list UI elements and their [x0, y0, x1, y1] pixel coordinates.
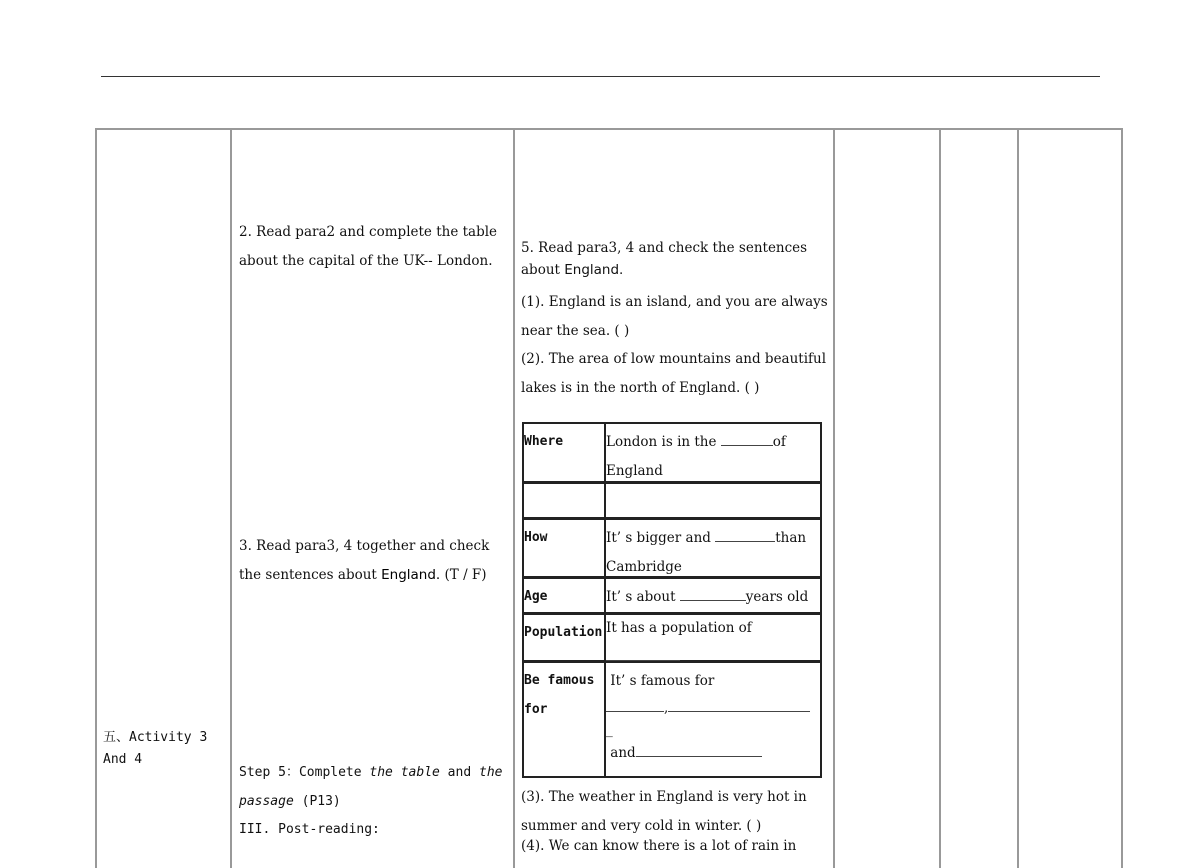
value-how-than: than: [775, 530, 807, 546]
task-5-line2: [521, 259, 807, 281]
statement-1-line2: near the sea. ( ): [521, 322, 630, 339]
value-how: [606, 524, 806, 581]
task-2: [239, 218, 497, 275]
value-population: [606, 614, 752, 671]
statement-1-line1: (1). England is an island, and you are always: [521, 294, 828, 310]
task-3: [239, 532, 489, 589]
step-5-line1: [239, 759, 502, 788]
value-population-text: It has a population of: [606, 620, 752, 636]
statement-2-line2: lakes is in the north of England. ( ): [521, 379, 760, 396]
col-border-4: [939, 128, 941, 868]
statement-2: [521, 345, 826, 402]
value-where-of: of: [772, 434, 786, 450]
statement-3-line1: (3). The weather in England is very hot in: [521, 789, 807, 805]
header-population: Population: [524, 625, 603, 640]
statement-4: [521, 832, 796, 861]
header-age: Age: [524, 589, 548, 604]
blank-famous-3: [636, 744, 762, 757]
task-2-line2: about the capital of the UK-- London.: [239, 252, 493, 269]
step-5-text: Step 5：Complete: [239, 765, 370, 780]
blank-how: [715, 529, 775, 542]
header-where: Where: [524, 434, 564, 449]
task-3-line2: [239, 561, 489, 590]
value-where-england: England: [606, 462, 663, 479]
col-border-0: [95, 128, 97, 868]
step-5-table: the table: [369, 765, 440, 780]
post-reading-heading: III. Post-reading:: [239, 822, 380, 837]
value-where-text: London is in the: [606, 434, 721, 450]
task-5-about: about: [521, 262, 565, 278]
activity-label-line2: And 4: [103, 752, 143, 767]
header-how: How: [524, 530, 548, 545]
statement-2-line1: (2). The area of low mountains and beautiful: [521, 351, 827, 367]
value-how-text: It’ s bigger and: [606, 530, 716, 546]
task-3-line1: 3. Read para3, 4 together and check: [239, 538, 490, 554]
step-5-the: the: [479, 765, 503, 780]
col-border-3: [833, 128, 835, 868]
col-border-5: [1017, 128, 1019, 868]
step-5: [239, 759, 502, 845]
statement-4-line1: (4). We can know there is a lot of rain in: [521, 838, 797, 854]
step-5-and: and: [439, 765, 479, 780]
blank-age: [680, 588, 746, 601]
value-famous-comma: ,: [664, 699, 669, 716]
value-where: [606, 428, 786, 485]
blank-famous-1: [606, 699, 664, 712]
value-famous-dash: _: [606, 721, 613, 738]
activity-label: [103, 727, 207, 771]
value-age-years: years old: [745, 589, 809, 605]
blank-population: [606, 652, 680, 661]
step-5-passage: passage: [239, 793, 294, 809]
statement-3-line2: summer and very cold in winter. ( ): [521, 817, 762, 834]
task-3-england: England.: [381, 566, 441, 583]
col-border-2: [513, 128, 515, 868]
value-famous-and: and: [610, 744, 636, 761]
task-5-england: England.: [564, 262, 624, 278]
statement-1: [521, 288, 828, 345]
task-2-line1: 2. Read para2 and complete the table: [239, 224, 498, 240]
task-5-line1: 5. Read para3, 4 and check the sentences: [521, 240, 808, 256]
table-top-border: [95, 128, 1122, 130]
header-famous: [524, 667, 594, 724]
activity-label-line1: 五、Activity 3: [103, 730, 208, 745]
col-border-6: [1121, 128, 1123, 868]
header-famous-line1: Be famous: [524, 673, 595, 688]
header-famous-line2: for: [524, 701, 548, 717]
task-3-line2-text: the sentences about: [239, 566, 382, 583]
step-5-page: (P13): [293, 793, 341, 809]
value-famous: [606, 667, 810, 766]
task-3-tf: (T / F): [440, 566, 487, 583]
header-rule: [101, 76, 1100, 77]
blank-where: [721, 433, 773, 446]
task-5: [521, 237, 807, 281]
value-famous-text: It’ s famous for: [610, 673, 715, 689]
col-border-1: [230, 128, 232, 868]
value-age: [606, 583, 808, 612]
row-empty: [522, 482, 822, 519]
blank-famous-2: [668, 699, 810, 712]
value-age-text: It’ s about: [606, 589, 680, 605]
value-how-cambridge: Cambridge: [606, 558, 682, 575]
step-5-line2: [239, 788, 502, 817]
